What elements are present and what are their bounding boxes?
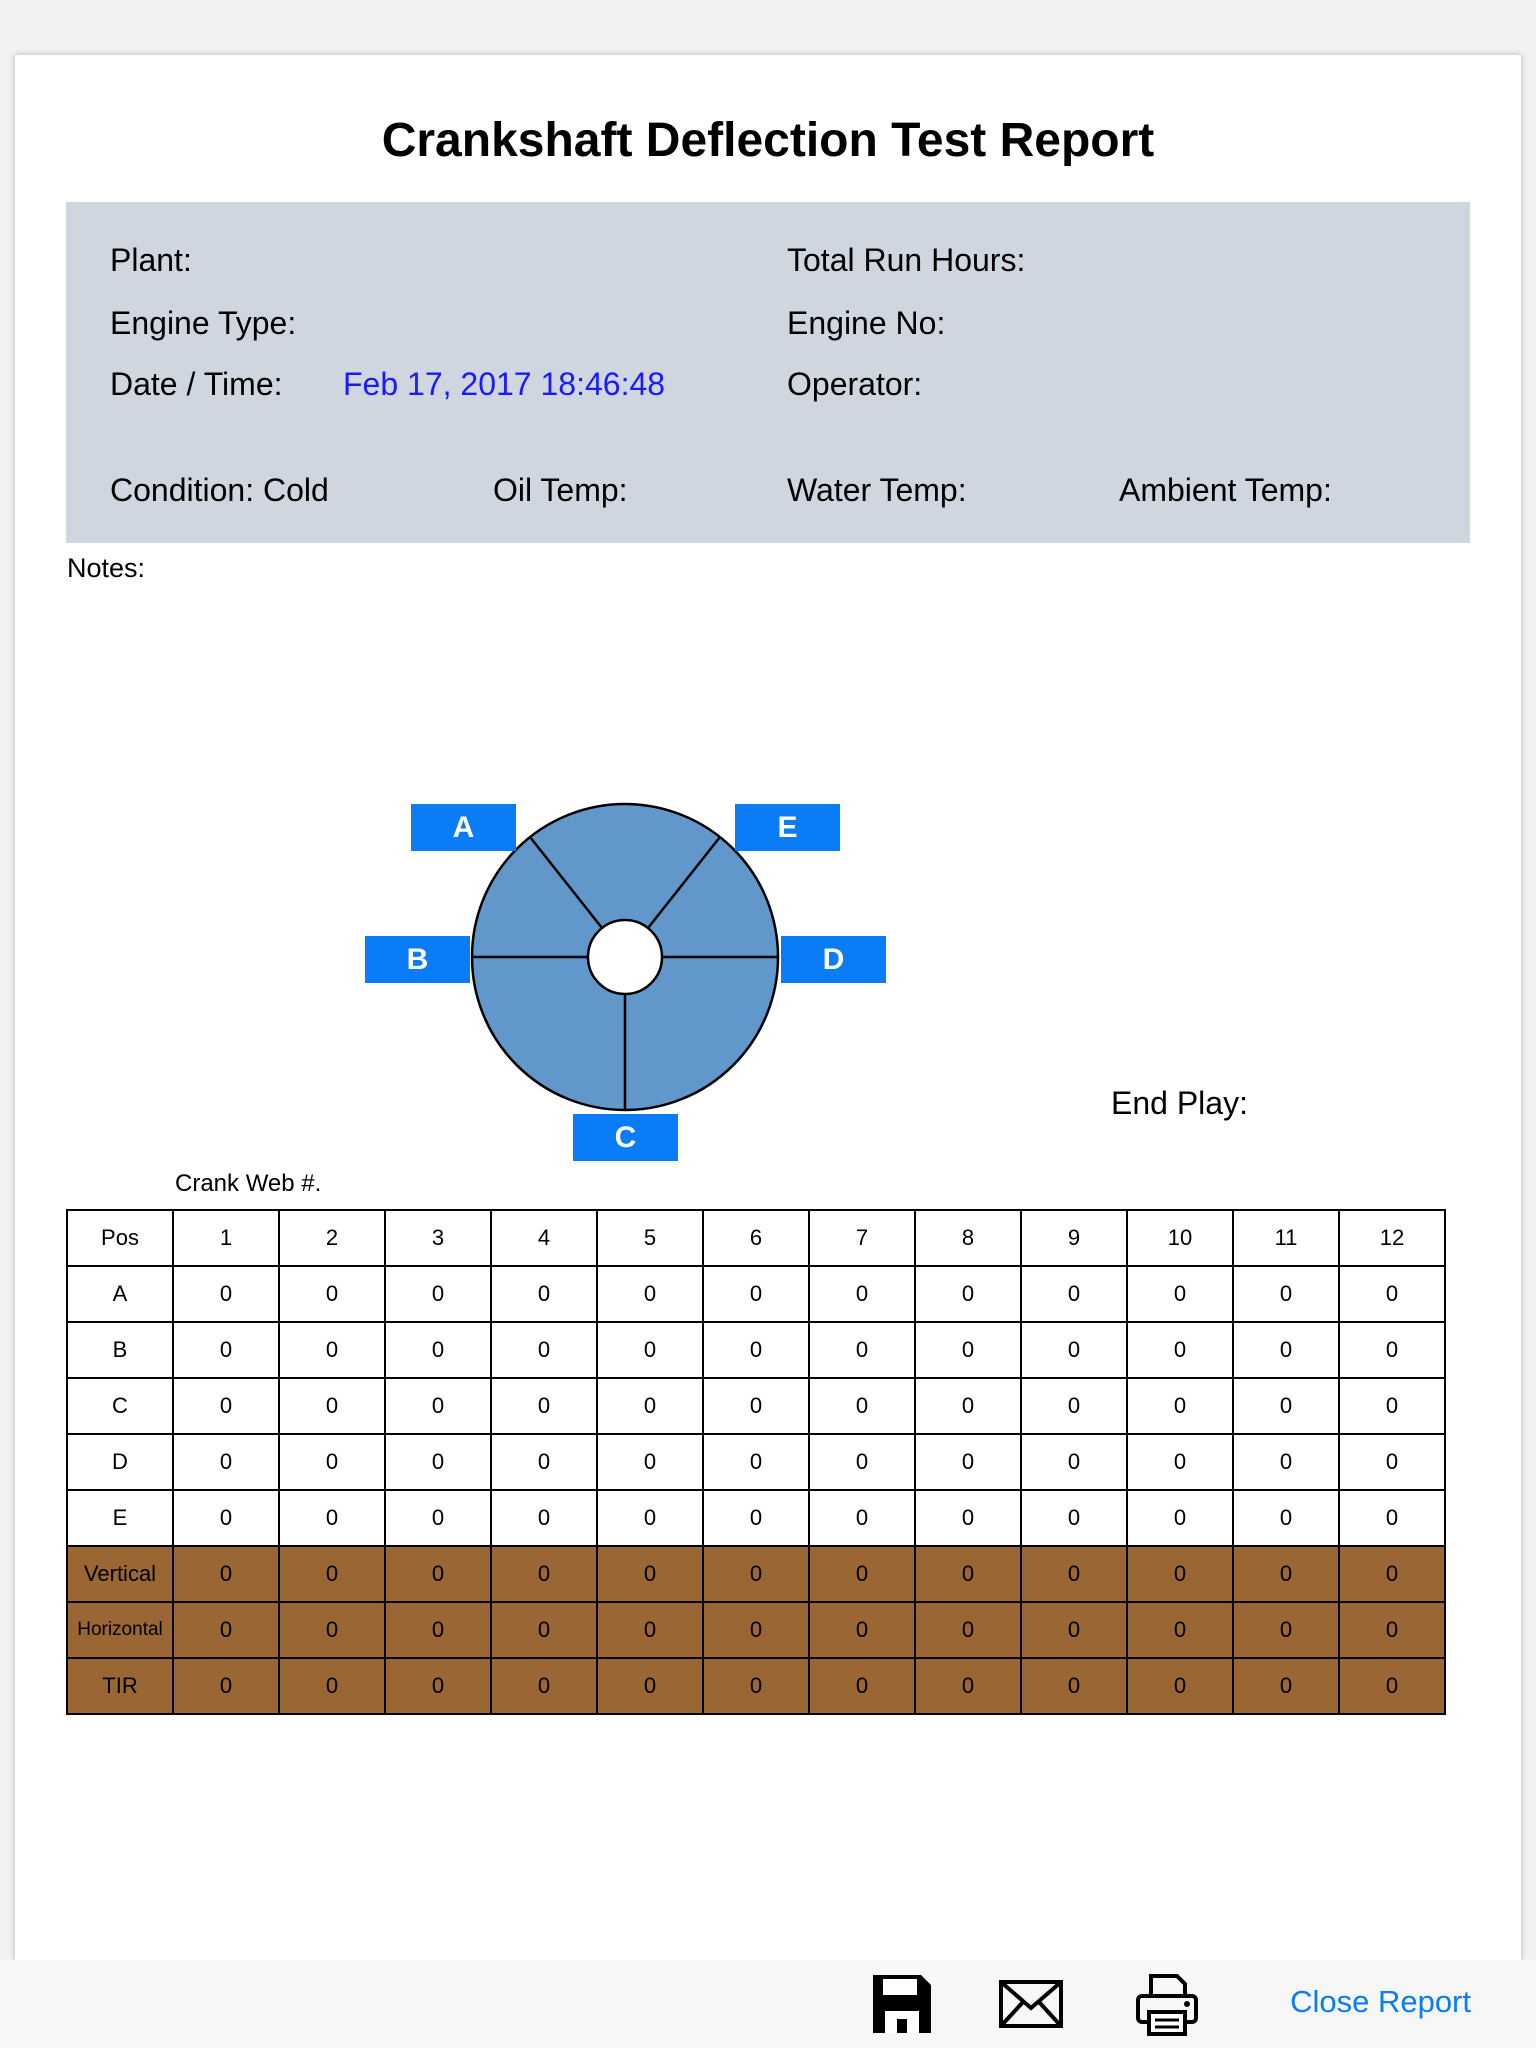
value-cell: 0 [1339, 1266, 1445, 1322]
row-label-cell: C [67, 1378, 173, 1434]
operator-label: Operator: [787, 366, 923, 402]
value-cell: 0 [279, 1602, 385, 1658]
value-cell: 0 [1127, 1602, 1233, 1658]
value-cell: 0 [915, 1490, 1021, 1546]
value-cell: 0 [1339, 1434, 1445, 1490]
table-header-row [67, 1210, 1445, 1266]
value-cell: 0 [491, 1658, 597, 1714]
row-label-cell: A [67, 1266, 173, 1322]
value-cell: 0 [1339, 1378, 1445, 1434]
report-title: Crankshaft Deflection Test Report [381, 114, 1155, 167]
table-row [67, 1658, 1445, 1714]
value-cell: 0 [1021, 1602, 1127, 1658]
value-cell: 0 [385, 1546, 491, 1602]
pos-header-cell: Pos [67, 1210, 173, 1266]
table-row [67, 1546, 1445, 1602]
value-cell: 0 [915, 1434, 1021, 1490]
value-cell: 0 [1339, 1546, 1445, 1602]
web-header-cell: 9 [1021, 1210, 1127, 1266]
value-cell: 0 [385, 1266, 491, 1322]
value-cell: 0 [703, 1378, 809, 1434]
web-header-cell: 11 [1233, 1210, 1339, 1266]
row-label-cell: Horizontal [67, 1602, 173, 1658]
value-cell: 0 [915, 1322, 1021, 1378]
web-header-cell: 7 [809, 1210, 915, 1266]
row-label-cell: B [67, 1322, 173, 1378]
value-cell: 0 [915, 1378, 1021, 1434]
value-cell: 0 [491, 1378, 597, 1434]
floppy-disk-icon [871, 1973, 933, 2035]
row-label-cell: Vertical [67, 1546, 173, 1602]
value-cell: 0 [809, 1546, 915, 1602]
value-cell: 0 [1233, 1658, 1339, 1714]
value-cell: 0 [915, 1266, 1021, 1322]
value-cell: 0 [597, 1266, 703, 1322]
value-cell: 0 [1127, 1434, 1233, 1490]
save-button[interactable] [870, 1972, 934, 2036]
value-cell: 0 [809, 1434, 915, 1490]
value-cell: 0 [173, 1434, 279, 1490]
email-button[interactable] [998, 1972, 1064, 2036]
value-cell: 0 [1233, 1378, 1339, 1434]
value-cell: 0 [173, 1546, 279, 1602]
value-cell: 0 [279, 1378, 385, 1434]
value-cell: 0 [1127, 1490, 1233, 1546]
date-time-label: Date / Time: [110, 366, 283, 402]
web-header-cell: 5 [597, 1210, 703, 1266]
value-cell: 0 [1339, 1322, 1445, 1378]
value-cell: 0 [279, 1434, 385, 1490]
value-cell: 0 [703, 1658, 809, 1714]
total-run-hours-label: Total Run Hours: [787, 242, 1026, 278]
printer-icon [1135, 1972, 1199, 2036]
value-cell: 0 [1127, 1378, 1233, 1434]
value-cell: 0 [703, 1546, 809, 1602]
value-cell: 0 [173, 1266, 279, 1322]
web-header-cell: 2 [279, 1210, 385, 1266]
value-cell: 0 [491, 1546, 597, 1602]
value-cell: 0 [1233, 1434, 1339, 1490]
value-cell: 0 [1339, 1490, 1445, 1546]
engine-no-label: Engine No: [787, 305, 946, 341]
web-header-cell: 10 [1127, 1210, 1233, 1266]
value-cell: 0 [279, 1490, 385, 1546]
value-cell: 0 [279, 1322, 385, 1378]
value-cell: 0 [809, 1322, 915, 1378]
value-cell: 0 [491, 1434, 597, 1490]
row-label-cell: E [67, 1490, 173, 1546]
row-label-cell: TIR [67, 1658, 173, 1714]
value-cell: 0 [173, 1322, 279, 1378]
value-cell: 0 [809, 1658, 915, 1714]
crank-web-label: Crank Web #. [175, 1170, 322, 1197]
value-cell: 0 [915, 1546, 1021, 1602]
web-header-cell: 6 [703, 1210, 809, 1266]
date-time-value: Feb 17, 2017 18:46:48 [343, 366, 666, 402]
value-cell: 0 [173, 1602, 279, 1658]
value-cell: 0 [1021, 1378, 1127, 1434]
position-tag-d: D [781, 936, 886, 983]
value-cell: 0 [1021, 1266, 1127, 1322]
water-temp-label: Water Temp: [787, 472, 967, 508]
value-cell: 0 [279, 1658, 385, 1714]
envelope-icon [999, 1980, 1063, 2028]
position-tag-b: B [365, 936, 470, 983]
value-cell: 0 [1233, 1546, 1339, 1602]
value-cell: 0 [1127, 1266, 1233, 1322]
value-cell: 0 [597, 1490, 703, 1546]
value-cell: 0 [173, 1490, 279, 1546]
table-row [67, 1322, 1445, 1378]
report-page [15, 55, 1521, 1960]
close-report-button[interactable]: Close Report [1290, 1984, 1471, 2019]
value-cell: 0 [915, 1602, 1021, 1658]
table-row [67, 1602, 1445, 1658]
value-cell: 0 [597, 1322, 703, 1378]
value-cell: 0 [1127, 1546, 1233, 1602]
deflection-table [66, 1209, 1446, 1715]
value-cell: 0 [173, 1378, 279, 1434]
ambient-temp-label: Ambient Temp: [1119, 472, 1332, 508]
end-play-label: End Play: [1111, 1085, 1248, 1121]
web-header-cell: 8 [915, 1210, 1021, 1266]
value-cell: 0 [385, 1658, 491, 1714]
value-cell: 0 [809, 1266, 915, 1322]
value-cell: 0 [491, 1490, 597, 1546]
condition-label: Condition: Cold [110, 472, 329, 508]
value-cell: 0 [597, 1378, 703, 1434]
value-cell: 0 [809, 1378, 915, 1434]
value-cell: 0 [597, 1546, 703, 1602]
position-tag-a: A [411, 804, 516, 851]
plant-label: Plant: [110, 242, 192, 278]
value-cell: 0 [173, 1658, 279, 1714]
value-cell: 0 [597, 1602, 703, 1658]
value-cell: 0 [385, 1490, 491, 1546]
engine-type-label: Engine Type: [110, 305, 297, 341]
value-cell: 0 [703, 1266, 809, 1322]
row-label-cell: D [67, 1434, 173, 1490]
value-cell: 0 [1021, 1322, 1127, 1378]
table-row [67, 1266, 1445, 1322]
table-row [67, 1490, 1445, 1546]
value-cell: 0 [385, 1602, 491, 1658]
web-header-cell: 12 [1339, 1210, 1445, 1266]
value-cell: 0 [491, 1266, 597, 1322]
shaft-hole [588, 920, 662, 994]
info-panel [66, 202, 1470, 543]
value-cell: 0 [915, 1658, 1021, 1714]
value-cell: 0 [1127, 1658, 1233, 1714]
value-cell: 0 [703, 1602, 809, 1658]
value-cell: 0 [491, 1322, 597, 1378]
position-tag-e: E [735, 804, 840, 851]
value-cell: 0 [1021, 1658, 1127, 1714]
value-cell: 0 [1021, 1434, 1127, 1490]
value-cell: 0 [703, 1322, 809, 1378]
value-cell: 0 [1021, 1546, 1127, 1602]
value-cell: 0 [809, 1602, 915, 1658]
value-cell: 0 [703, 1434, 809, 1490]
value-cell: 0 [1339, 1602, 1445, 1658]
value-cell: 0 [1339, 1658, 1445, 1714]
position-tag-c: C [573, 1114, 678, 1161]
web-header-cell: 1 [173, 1210, 279, 1266]
value-cell: 0 [1233, 1322, 1339, 1378]
value-cell: 0 [491, 1602, 597, 1658]
notes-label: Notes: [67, 553, 146, 583]
value-cell: 0 [1233, 1266, 1339, 1322]
table-row [67, 1434, 1445, 1490]
value-cell: 0 [703, 1490, 809, 1546]
value-cell: 0 [1021, 1490, 1127, 1546]
table-row [67, 1378, 1445, 1434]
value-cell: 0 [385, 1322, 491, 1378]
value-cell: 0 [279, 1266, 385, 1322]
crank-position-diagram [350, 740, 915, 1170]
print-button[interactable] [1134, 1972, 1200, 2036]
oil-temp-label: Oil Temp: [493, 472, 628, 508]
web-header-cell: 4 [491, 1210, 597, 1266]
value-cell: 0 [597, 1658, 703, 1714]
value-cell: 0 [1233, 1602, 1339, 1658]
bottom-toolbar [0, 1960, 1536, 2048]
value-cell: 0 [809, 1490, 915, 1546]
value-cell: 0 [279, 1546, 385, 1602]
value-cell: 0 [385, 1378, 491, 1434]
value-cell: 0 [597, 1434, 703, 1490]
value-cell: 0 [1233, 1490, 1339, 1546]
web-header-cell: 3 [385, 1210, 491, 1266]
value-cell: 0 [1127, 1322, 1233, 1378]
value-cell: 0 [385, 1434, 491, 1490]
